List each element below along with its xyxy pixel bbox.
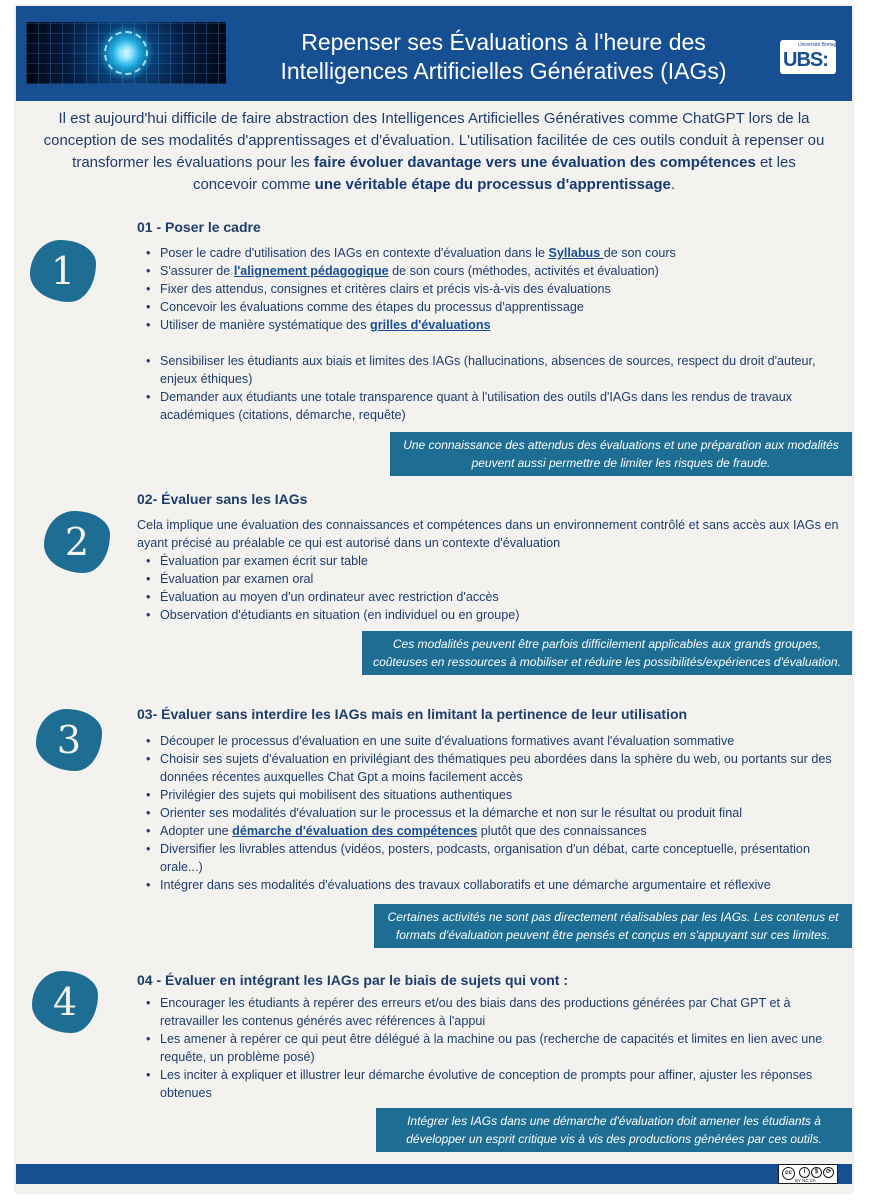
list-item: • Évaluation par examen écrit sur table	[160, 552, 847, 570]
list-item: • Les inciter à expliquer et illustrer leur démarche évolutive de conception de prompts pour affiner, ajuster les réponses obtenues	[160, 1066, 847, 1102]
header-banner	[16, 6, 852, 101]
title-line-2: Intelligences Artificielles Génératives (IAGs)	[280, 58, 727, 84]
list-item: • Les amener à repérer ce qui peut être délégué à la machine ou pas (recherche de capacités et limites en lien avec une requête, un problème posé)	[160, 1030, 847, 1066]
list-item: • Concevoir les évaluations comme des étapes du processus d'apprentissage	[160, 298, 847, 316]
item-text: de son cours	[603, 246, 676, 260]
list-item: • Évaluation au moyen d'un ordinateur avec restriction d'accès	[160, 588, 847, 606]
list-item: • Privilégier des sujets qui mobilisent des situations authentiques	[160, 786, 847, 804]
item-text: Adopter une	[160, 824, 233, 838]
list-item	[160, 316, 847, 334]
intro-bold-1: faire évoluer davantage vers une évaluation des compétences	[313, 154, 756, 171]
section-4-list	[137, 994, 847, 1102]
footer-bar	[16, 1164, 852, 1184]
intro-text-1: Il est aujourd'hui difficile de faire abstraction des Intelligences Artificielles Génératives comme ChatGPT lors de la conception de ses modalités d'apprentissages et d'évaluation. L'utilisation facilitée de ces outils conduit à repenser ou transformer les évaluations pour les	[43, 110, 825, 171]
list-item: • Fixer des attendus, consignes et critères clairs et précis vis-à-vis des évaluations	[160, 280, 847, 298]
creative-commons-by-nc-sa-icon: cc i $ ⟳ BY NC SA	[778, 1164, 838, 1184]
intro-paragraph	[38, 108, 830, 196]
infographic-page	[16, 6, 852, 1192]
title-line-1: Repenser ses Évaluations à l'heure des	[301, 29, 706, 55]
section-2-number: 2	[64, 520, 90, 564]
logo-university-name: Université Bretagne Sud	[798, 42, 853, 48]
list-item: • Diversifier les livrables attendus (vidéos, posters, podcasts, organisation d'un débat, carte conceptuelle, présentation orale...)	[160, 840, 847, 876]
list-item	[160, 244, 847, 262]
section-3-number-badge	[36, 709, 102, 771]
list-item: • Demander aux étudiants une totale transparence quant à l'utilisation des outils d'IAGs dans les rendus de travaux académiques (citations, démarche, requête)	[160, 388, 847, 424]
demarche-evaluation-competences-link[interactable]: démarche d'évaluation des compétences	[232, 824, 478, 838]
section-3-list	[137, 732, 847, 894]
intro-bold-2: une véritable étape du processus d'apprentissage	[314, 176, 671, 193]
item-text: de son cours (méthodes, activités et évaluation)	[388, 264, 659, 278]
section-3-note: Certaines activités ne sont pas directement réalisables par les IAGs. Les contenus et formats d'évaluation peuvent être pensés et conçus en s'appuyant sur ces limites.	[374, 904, 852, 948]
intro-text-3: .	[670, 176, 676, 193]
section-4-number-badge	[32, 971, 98, 1033]
alignement-pedagogique-link[interactable]: l'alignement pédagogique	[233, 264, 389, 278]
list-item: • Orienter ses modalités d'évaluation sur le processus et la démarche et non sur le résultat ou produit final	[160, 804, 847, 822]
section-1-note: Une connaissance des attendus des évaluations et une préparation aux modalités peuvent aussi permettre de limiter les risques de fraude.	[390, 432, 852, 476]
section-1-list	[137, 244, 847, 424]
license-label: BY NC SA	[795, 1178, 816, 1183]
list-item: • Intégrer dans ses modalités d'évaluations des travaux collaboratifs et une démarche argumentaire et réflexive	[160, 876, 847, 894]
section-1-number: 1	[50, 249, 76, 293]
grilles-evaluations-link[interactable]: grilles d'évaluations	[370, 318, 491, 332]
section-2-title: 02- Évaluer sans les IAGs	[137, 491, 308, 507]
section-3-title: 03- Évaluer sans interdire les IAGs mais en limitant la pertinence de leur utilisation	[137, 706, 688, 722]
item-text: Utiliser de manière systématique des	[160, 318, 370, 332]
section-4-title: 04 - Évaluer en intégrant les IAGs par le biais de sujets qui vont :	[137, 972, 569, 988]
list-item: • Observation d'étudiants en situation (en individuel ou en groupe)	[160, 606, 847, 624]
section-2-intro: Cela implique une évaluation des connaissances et compétences dans un environnement contrôlé et sans accès aux IAGs en ayant précisé au préalable ce qui est autorisé dans un contexte d'évaluation	[137, 518, 839, 550]
section-2-note: Ces modalités peuvent être parfois difficilement applicables aux grands groupes, coûteuses en ressources à mobiliser et réduire les possibilités/expériences d'évaluation.	[362, 631, 852, 675]
section-2-list	[137, 552, 847, 624]
list-item	[160, 262, 847, 280]
section-3-number: 3	[56, 718, 82, 762]
item-text: plutôt que des connaissances	[477, 824, 647, 838]
section-4-number: 4	[52, 980, 78, 1024]
intro-text-2: et les concevoir comme	[192, 154, 796, 193]
list-item: • Encourager les étudiants à repérer des erreurs et/ou des biais dans des productions générées par Chat GPT et à retravailler les contenus générés avec références à l'appui	[160, 994, 847, 1030]
syllabus-link[interactable]: Syllabus	[548, 246, 604, 260]
logo-text: UBS:	[783, 49, 828, 71]
page-title	[241, 28, 766, 86]
ubs-logo	[780, 40, 853, 74]
list-item: • Sensibiliser les étudiants aux biais et limites des IAGs (hallucinations, absences de sources, respect du droit d'auteur, enjeux éthiques)	[160, 352, 847, 388]
list-item: • Découper le processus d'évaluation en une suite d'évaluations formatives avant l'évaluation sommative	[160, 732, 847, 750]
section-2-number-badge	[44, 511, 110, 573]
section-1-title: 01 - Poser le cadre	[137, 219, 261, 235]
ai-circuit-image	[26, 22, 226, 84]
item-text: Poser le cadre d'utilisation des IAGs en contexte d'évaluation dans le	[160, 246, 549, 260]
list-item: • Évaluation par examen oral	[160, 570, 847, 588]
list-item: • Choisir ses sujets d'évaluation en privilégiant des thématiques peu abordées dans la sphère du web, ou portants sur des données récentes auxquelles Chat Gpt a moins facilement accès	[160, 750, 847, 786]
list-item	[160, 822, 847, 840]
item-text: S'assurer de	[160, 264, 234, 278]
section-1-number-badge	[30, 240, 96, 302]
section-4-note: Intégrer les IAGs dans une démarche d'évaluation doit amener les étudiants à développer un esprit critique vis à vis des productions générées par ces outils.	[376, 1108, 852, 1152]
